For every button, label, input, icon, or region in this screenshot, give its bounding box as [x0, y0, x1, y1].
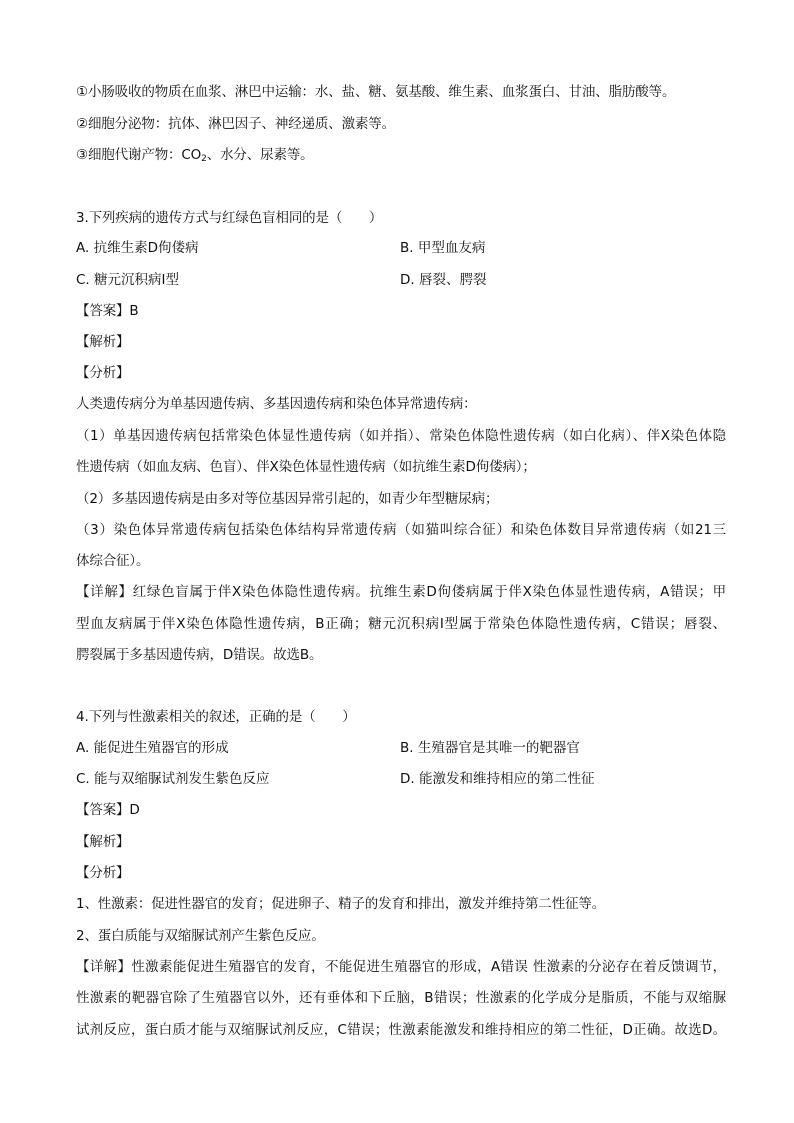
q4-analysis-label: 【解析】 [76, 834, 130, 850]
q3-fenxi-label: 【分析】 [76, 365, 130, 381]
subscript-2: 2 [201, 154, 207, 164]
q4-option-b: B. 生殖器官是其唯一的靶器官 [400, 740, 580, 756]
q4-fenxi-line-2: 2、蛋白质能与双缩脲试剂产生紫色反应。 [76, 928, 325, 944]
intro-line-3 [76, 145, 726, 165]
intro-line-1: ①小肠吸收的物质在血浆、淋巴中运输：水、盐、糖、氨基酸、维生素、血浆蛋白、甘油、脂肪酸等。 [76, 84, 676, 100]
q3-fenxi-line-4: （2）多基因遗传病是由多对等位基因异常引起的，如青少年型糖尿病； [76, 491, 499, 507]
q4-option-a: A. 能促进生殖器官的形成 [76, 740, 229, 756]
q4-detail-line-2: 性激素的靶器官除了生殖器官以外，还有垂体和下丘脑，B错误；性激素的化学成分是脂质，不能与双缩脲 [76, 990, 726, 1006]
q3-fenxi-line-5: （3）染色体异常遗传病包括染色体结构异常遗传病（如猫叫综合征）和染色体数目异常遗传病（如21三 [76, 522, 726, 538]
q3-detail-line-3: 腭裂属于多基因遗传病，D错误。故选B。 [76, 647, 323, 663]
q4-answer: 【答案】D [76, 802, 140, 818]
q3-fenxi-line-1: 人类遗传病分为单基因遗传病、多基因遗传病和染色体异常遗传病： [76, 396, 477, 412]
intro-line-2: ②细胞分泌物：抗体、淋巴因子、神经递质、激素等。 [76, 116, 396, 132]
q4-detail-line-3: 试剂反应，蛋白质才能与双缩脲试剂反应，C错误；性激素能激发和维持相应的第二性征，D正确。故选D。 [76, 1022, 726, 1038]
q3-fenxi-line-2: （1）单基因遗传病包括常染色体显性遗传病（如并指）、常染色体隐性遗传病（如白化病）、伴X染色体隐 [76, 428, 726, 444]
q4-detail-line-1: 【详解】性激素能促进生殖器官的发育，不能促进生殖器官的形成，A错误 性激素的分泌存在着反馈调节， [76, 959, 726, 975]
q3-option-d: D. 唇裂、腭裂 [400, 272, 487, 288]
q4-fenxi-label: 【分析】 [76, 865, 130, 881]
intro-line-3-rest: 、水分、尿素等。 [206, 147, 314, 163]
q3-option-c: C. 糖元沉积病I型 [76, 272, 179, 288]
q3-detail-line-2: 型血友病属于伴X染色体隐性遗传病，B正确；糖元沉积病I型属于常染色体隐性遗传病，C错误；唇裂、 [76, 616, 726, 632]
q4-option-d: D. 能激发和维持相应的第二性征 [400, 771, 595, 787]
q3-option-b: B. 甲型血友病 [400, 240, 486, 256]
q3-fenxi-line-3: 性遗传病（如血友病、色盲）、伴X染色体显性遗传病（如抗维生素D佝偻病）； [76, 459, 536, 475]
q4-option-c: C. 能与双缩脲试剂发生紫色反应 [76, 771, 270, 787]
q3-analysis-label: 【解析】 [76, 334, 130, 350]
q4-fenxi-line-1: 1、性激素：促进性器官的发育；促进卵子、精子的发育和排出，激发并维持第二性征等。 [76, 896, 606, 912]
q3-stem: 3.下列疾病的遗传方式与红绿色盲相同的是（ ） [76, 210, 383, 226]
q3-fenxi-line-6: 体综合征）。 [76, 553, 150, 569]
q3-detail-line-1: 【详解】红绿色盲属于伴X染色体隐性遗传病。抗维生素D佝偻病属于伴X染色体显性遗传病，A错误；甲 [76, 584, 726, 600]
intro-line-3-text: ③细胞代谢产物：CO [76, 147, 202, 163]
q4-stem: 4.下列与性激素相关的叙述，正确的是（ ） [76, 709, 356, 725]
q3-answer: 【答案】B [76, 303, 139, 319]
q3-option-a: A. 抗维生素D佝偻病 [76, 240, 199, 256]
